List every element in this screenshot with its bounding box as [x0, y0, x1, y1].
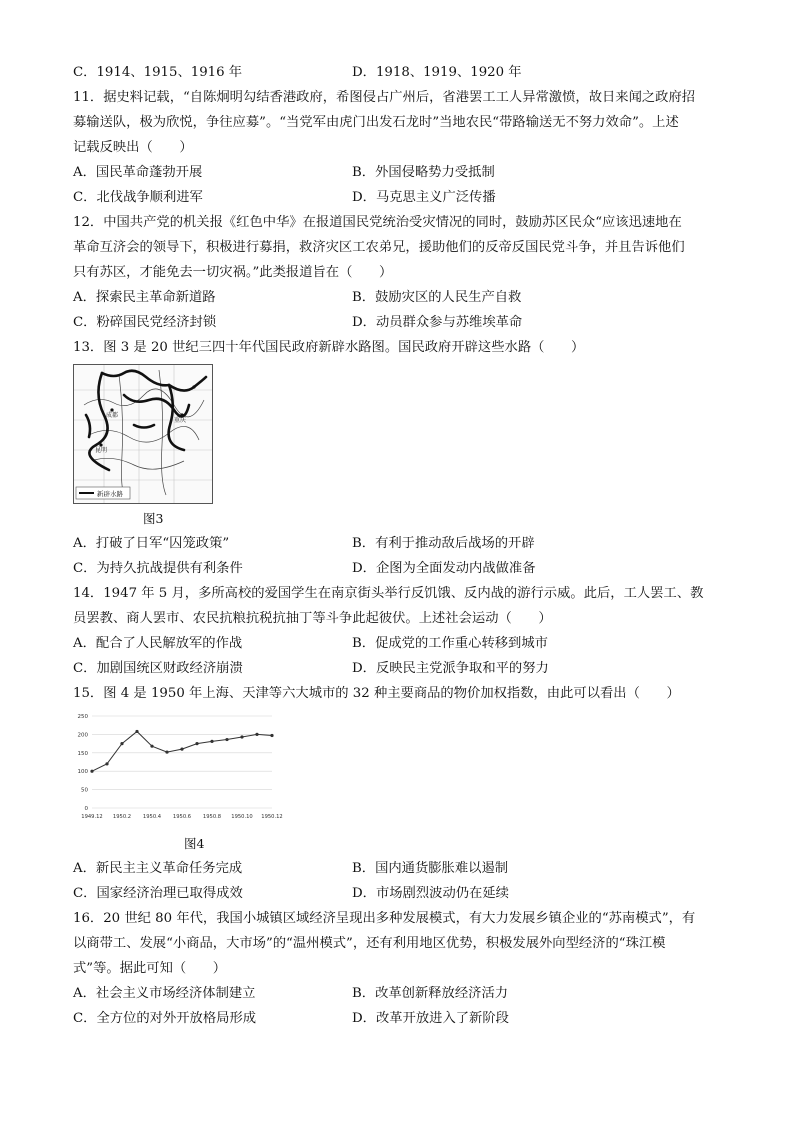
- data-point: [195, 742, 198, 745]
- q11-stem-line-1: 11．据史料记载，“自陈炯明勾结香港政府，希图侵占广州后，省港罢工工人异常激愤，故日来闻之政府招: [73, 90, 696, 105]
- q11-option-b: B．外国侵略势力受抵制: [352, 165, 495, 180]
- x-tick-label: 1950.6: [172, 814, 192, 820]
- q16-stem-line-3: 式”等。据此可知（ ）: [73, 961, 227, 976]
- data-point: [105, 762, 108, 765]
- figure-3-caption: 图3: [143, 511, 164, 526]
- q13-option-d: D．企图为全面发动内战做准备: [352, 561, 536, 576]
- data-point: [240, 735, 243, 738]
- q11-stem-line-3: 记载反映出（ ）: [73, 140, 193, 155]
- data-point: [255, 733, 258, 736]
- y-tick-label: 0: [84, 806, 88, 812]
- y-tick-label: 200: [77, 732, 88, 739]
- q16-option-a: A．社会主义市场经济体制建立: [73, 986, 256, 1001]
- x-tick-label: 1950.4: [142, 814, 162, 820]
- y-tick-label: 50: [81, 787, 88, 794]
- data-point: [180, 748, 183, 751]
- map-borders: [84, 370, 204, 495]
- data-point: [135, 730, 138, 733]
- q14-option-c: C．加剧国统区财政经济崩溃: [73, 661, 243, 676]
- q13-option-a: A．打破了日军“囚笼政策”: [73, 536, 230, 551]
- waterway-map-svg: [74, 365, 212, 503]
- q15-stem-line-1: 15．图 4 是 1950 年上海、天津等六大城市的 32 种主要商品的物价加权指数，由此可以看出（ ）: [73, 686, 680, 701]
- q15-option-d: D．市场剧烈波动仍在延续: [352, 886, 509, 901]
- q14-option-d: D．反映民主党派争取和平的努力: [352, 661, 549, 676]
- q16-stem-line-1: 16．20 世纪 80 年代，我国小城镇区域经济呈现出多种发展模式，有大力发展乡镇企业的“苏南模式”，有: [73, 911, 696, 926]
- price-index-chart: [70, 710, 283, 828]
- q16-option-c: C．全方位的对外开放格局形成: [73, 1011, 257, 1026]
- map-graticule: [74, 365, 212, 503]
- q13-option-c: C．为持久抗战提供有利条件: [73, 561, 243, 576]
- data-point: [210, 740, 213, 743]
- q14-option-b: B．促成党的工作重心转移到城市: [352, 636, 548, 651]
- map-legend-label: 新辟水路: [97, 490, 123, 498]
- q11-stem-line-2: 募输送队，极为欣悦，争往应募”。“当党军由虎门出发石龙时”当地农民“带路输送无不努力效命”。上述: [73, 115, 679, 130]
- q11-option-c: C．北伐战争顺利进军: [73, 190, 203, 205]
- q12-option-d: D．动员群众参与苏维埃革命: [352, 315, 523, 330]
- q15-option-c: C．国家经济治理已取得成效: [73, 886, 243, 901]
- data-point: [90, 770, 93, 773]
- map-label-chengdu: 成都: [106, 412, 119, 419]
- x-tick-label: 1950.12: [261, 814, 283, 820]
- x-tick-label: 1950.2: [112, 814, 132, 820]
- q10-option-c: C．1914、1915、1916 年: [73, 65, 243, 80]
- y-tick-label: 150: [77, 750, 88, 757]
- price-index-chart-svg: [70, 710, 283, 828]
- q14-stem-line-1: 14．1947 年 5 月，多所高校的爱国学生在南京街头举行反饥饿、反内战的游行示威。此后，工人罢工、教: [73, 586, 704, 601]
- q12-option-a: A．探索民主革命新道路: [73, 290, 216, 305]
- q15-option-a: A．新民主主义革命任务完成: [73, 861, 243, 876]
- q16-option-b: B．改革创新释放经济活力: [352, 986, 509, 1001]
- data-point: [225, 738, 228, 741]
- data-point: [270, 734, 273, 737]
- series-line: [92, 731, 272, 771]
- q12-stem-line-3: 只有苏区，才能免去一切灾祸。”此类报道旨在（ ）: [73, 265, 393, 280]
- q14-option-a: A．配合了人民解放军的作战: [73, 636, 243, 651]
- data-point: [120, 742, 123, 745]
- waterway-map-figure: [73, 364, 213, 504]
- x-tick-label: 1949.12: [81, 814, 103, 820]
- q10-option-d: D．1918、1919、1920 年: [352, 65, 522, 80]
- figure-4-caption: 图4: [184, 836, 205, 851]
- data-point: [165, 750, 168, 753]
- q12-option-c: C．粉碎国民党经济封锁: [73, 315, 217, 330]
- q13-option-b: B．有利于推动敌后战场的开辟: [352, 536, 535, 551]
- q12-stem-line-2: 革命互济会的领导下，积极进行募捐，救济灾区工农弟兄，援助他们的反帝反国民党斗争，并且告诉他们: [73, 240, 685, 255]
- q13-stem-line-1: 13．图 3 是 20 世纪三四十年代国民政府新辟水路图。国民政府开辟这些水路（ ）: [73, 340, 585, 355]
- q16-stem-line-2: 以商带工、发展“小商品，大市场”的“温州模式”，还有利用地区优势，积极发展外向型经济的“珠江模: [73, 936, 666, 951]
- q11-option-a: A．国民革命蓬勃开展: [73, 165, 203, 180]
- q15-option-b: B．国内通货膨胀难以遏制: [352, 861, 509, 876]
- q12-stem-line-1: 12．中国共产党的机关报《红色中华》在报道国民党统治受灾情况的同时，鼓励苏区民众“应该迅速地在: [73, 215, 682, 230]
- x-tick-label: 1950.10: [231, 814, 253, 820]
- x-tick-label: 1950.8: [202, 814, 222, 820]
- data-point: [150, 745, 153, 748]
- q11-option-d: D．马克思主义广泛传播: [352, 190, 496, 205]
- y-tick-label: 250: [77, 714, 88, 720]
- q12-option-b: B．鼓励灾区的人民生产自救: [352, 290, 522, 305]
- map-label-chongqing: 重庆: [174, 417, 187, 424]
- q16-option-d: D．改革开放进入了新阶段: [352, 1011, 509, 1026]
- q14-stem-line-2: 员罢教、商人罢市、农民抗粮抗税抗抽丁等斗争此起彼伏。上述社会运动（ ）: [73, 611, 552, 626]
- map-label-kunming: 昆明: [95, 447, 108, 454]
- y-tick-label: 100: [77, 769, 88, 776]
